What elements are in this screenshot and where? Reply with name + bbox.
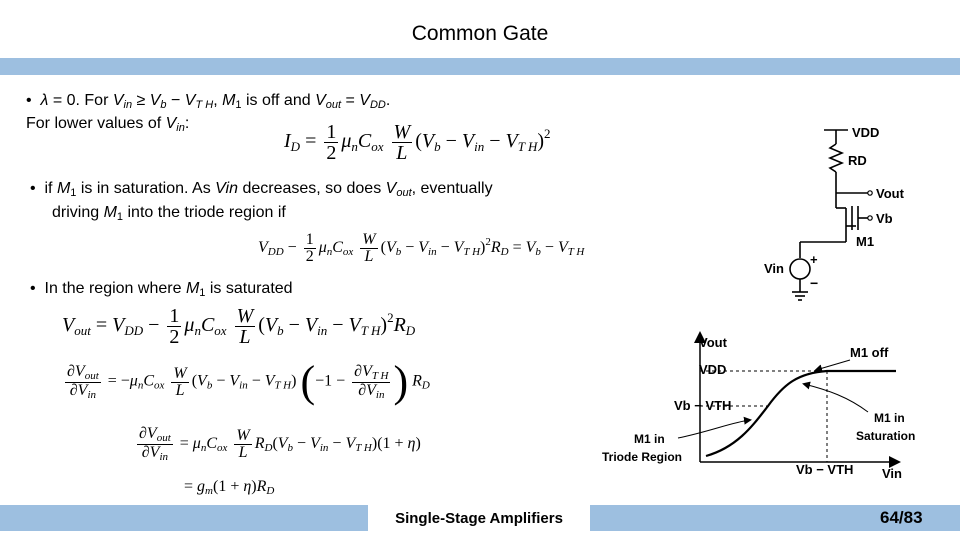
vin-source bbox=[790, 259, 810, 279]
m1-label: M1 bbox=[856, 234, 875, 249]
bullet-3: • In the region where $M_1$ is saturated bbox=[30, 280, 293, 299]
equation-id: $I_D$ = $\frac{1}{2}$ $\mu_nC_{ox}$ $\frac{W}{L}$ $(V_b - V_{in} - V_{T H})^2$ bbox=[284, 121, 551, 164]
footer-title: Single-Stage Amplifiers bbox=[368, 505, 590, 531]
vdd-label: VDD bbox=[852, 125, 880, 140]
bullet-1: • λ = 0. For $V_{in} \ge V_b - V_{T H}$, $M_1$ is off and $V_{out} = V_{DD}$. bbox=[26, 92, 391, 111]
y-axis-label: Vout bbox=[699, 335, 727, 350]
page-number: 64/83 bbox=[880, 508, 923, 527]
vb-vth-tick-label: Vb − VTH bbox=[674, 398, 732, 413]
bullet-2-continuation: driving $M_1$ into the triode region if bbox=[52, 204, 286, 223]
x-axis-label: Vin bbox=[882, 466, 902, 481]
equation-derivative: $\frac{\partial V_{out}}{\partial V_{in}}$ = $-\mu_nC_{ox}$ $\frac{W}{L}$ $(V_b - V_{in} - V_{T H}) (-1$ − $\frac{\partial V_{T H}}{\partial V_{in}}$ ) $R_D$ bbox=[67, 357, 430, 406]
x-tick-label: Vb − VTH bbox=[796, 462, 854, 477]
equation-triode-condition: $V_{DD}$ − $\frac{1}{2}$ $\mu_nC_{ox}$ $\frac{W}{L}$ $(V_b - V_{in} - V_{T H})^2R_D = V_b - V_{T H}$ bbox=[258, 231, 585, 265]
m1-saturation-label-2: Saturation bbox=[856, 429, 916, 443]
header-band bbox=[0, 58, 960, 75]
m1-triode-label-2: Triode Region bbox=[602, 450, 683, 464]
vin-label: Vin bbox=[764, 261, 784, 276]
rd-resistor bbox=[830, 144, 842, 172]
vb-label: Vb bbox=[876, 211, 893, 226]
transfer-characteristic-graph bbox=[598, 322, 960, 492]
rd-label: RD bbox=[848, 153, 867, 168]
equation-gain-gm: = $g_m(1 + \eta)R_D$ bbox=[184, 478, 275, 497]
vout-curve bbox=[706, 371, 896, 456]
equation-gain: $\frac{\partial V_{out}}{\partial V_{in}}$ = $\mu_nC_{ox}$ $\frac{W}{L}$ $R_D(V_b - V_{in} - V_{T H})(1 + \eta)$ bbox=[139, 425, 421, 463]
equation-vout: $V_{out} = V_{DD}$ − $\frac{1}{2}$ $\mu_nC_{ox}$ $\frac{W}{L}$ $(V_b - V_{in} - V_{T H})^2R_D$ bbox=[62, 305, 416, 348]
m1-off-label: M1 off bbox=[850, 345, 889, 360]
m1-saturation-label-1: M1 in bbox=[874, 411, 905, 425]
common-gate-circuit bbox=[760, 118, 960, 308]
minus-sign: − bbox=[810, 275, 819, 291]
vdd-tick-label: VDD bbox=[699, 362, 727, 377]
bullet-1-continuation: For lower values of $V_{in}$: bbox=[26, 115, 190, 134]
bullet-2: • if $M_1$ is in saturation. As Vin decreases, so does $V_{out}$, eventually bbox=[30, 180, 493, 199]
slide-title: Common Gate bbox=[411, 22, 549, 45]
m1-triode-label-1: M1 in bbox=[634, 432, 665, 446]
plus-sign: + bbox=[810, 252, 818, 267]
vout-label: Vout bbox=[876, 186, 904, 201]
